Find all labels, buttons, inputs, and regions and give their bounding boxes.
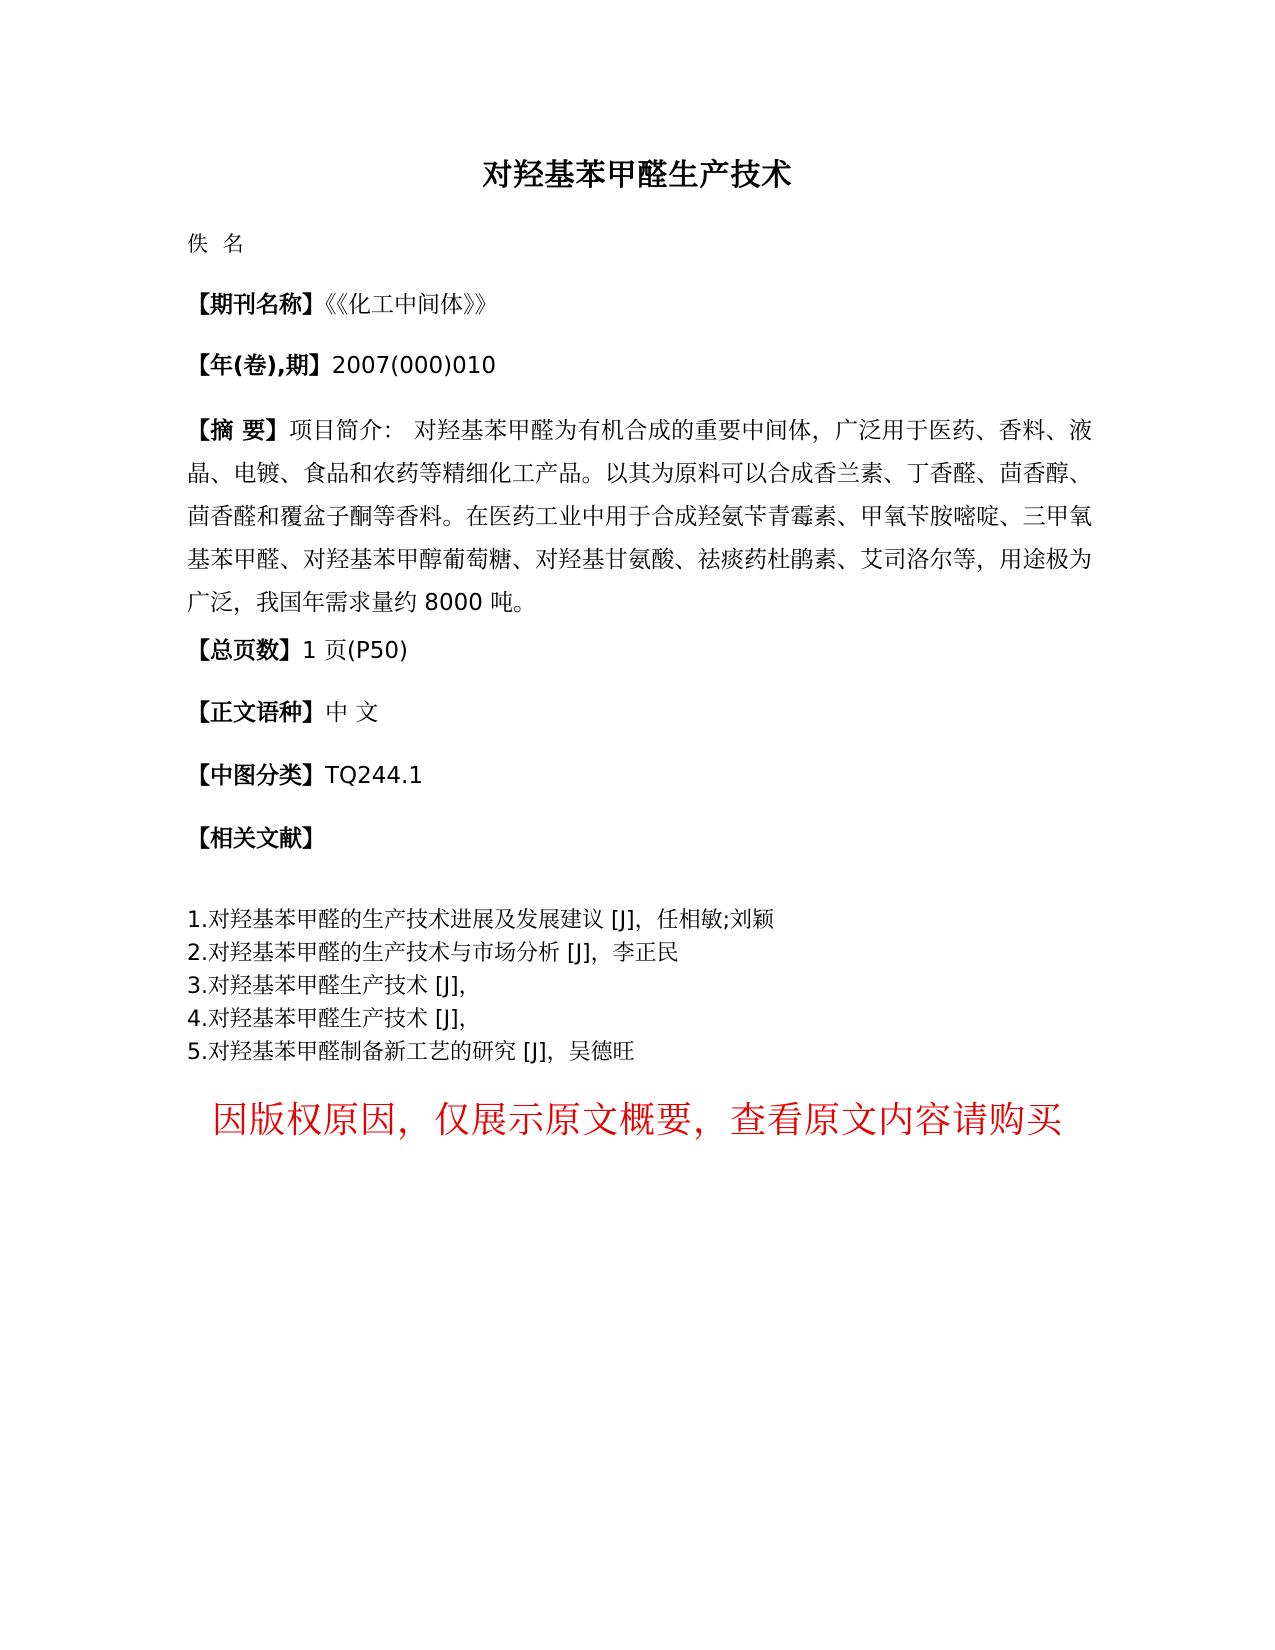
classification-label: 【中图分类】 <box>187 763 325 789</box>
journal-value: 《《化工中间体》》 <box>325 292 498 318</box>
total-pages-value: 1 页(P50) <box>302 638 409 664</box>
total-pages-field <box>187 632 408 665</box>
year-volume-issue-value: 2007(000)010 <box>331 353 497 379</box>
journal-field <box>187 286 498 319</box>
language-value: 中 文 <box>325 700 379 726</box>
abstract <box>187 410 1092 625</box>
abstract-label: 【摘 要】 <box>187 418 290 444</box>
reference-item[interactable]: 1.对羟基苯甲醛的生产技术进展及发展建议 [J]，任相敏;刘颖 <box>187 908 775 933</box>
reference-item[interactable]: 3.对羟基苯甲醛生产技术 [J]， <box>187 974 481 999</box>
year-volume-issue-label: 【年(卷),期】 <box>187 353 332 379</box>
reference-item[interactable]: 5.对羟基苯甲醛制备新工艺的研究 [J]，吴德旺 <box>187 1040 635 1065</box>
document-title: 对羟基苯甲醛生产技术 <box>482 158 793 193</box>
reference-item[interactable]: 4.对羟基苯甲醛生产技术 [J]， <box>187 1007 481 1032</box>
abstract-text: 项目简介： 对羟基苯甲醛为有机合成的重要中间体，广泛用于医药、香料、液晶、电镀、食品和农药等精细化工产品。以其为原料可以合成香兰素、丁香醛、茴香醇、茴香醛和覆盆子酮等香料。在医药工业中用于合成羟氨苄青霉素、甲氧苄胺嘧啶、三甲氧基苯甲醛、对羟基苯甲醇葡萄糖、对羟基甘氨酸、祛痰药杜鹃素、艾司洛尔等，用途极为广泛，我国年需求量约 8000 吨。 <box>187 418 1093 616</box>
author: 佚 名 <box>187 232 248 256</box>
language-label: 【正文语种】 <box>187 700 325 726</box>
total-pages-label: 【总页数】 <box>187 638 302 664</box>
classification-field <box>187 757 423 790</box>
classification-value: TQ244.1 <box>325 763 423 789</box>
reference-item[interactable]: 2.对羟基苯甲醛的生产技术与市场分析 [J]，李正民 <box>187 941 679 966</box>
copyright-notice: 因版权原因，仅展示原文概要，查看原文内容请购买 <box>211 1100 1063 1141</box>
language-field <box>187 694 378 727</box>
year-volume-issue-field <box>187 347 496 380</box>
related-literature-list <box>187 904 1092 1069</box>
related-literature-label: 【相关文献】 <box>187 826 325 852</box>
journal-label: 【期刊名称】 <box>187 292 325 318</box>
related-literature-heading <box>187 820 325 853</box>
